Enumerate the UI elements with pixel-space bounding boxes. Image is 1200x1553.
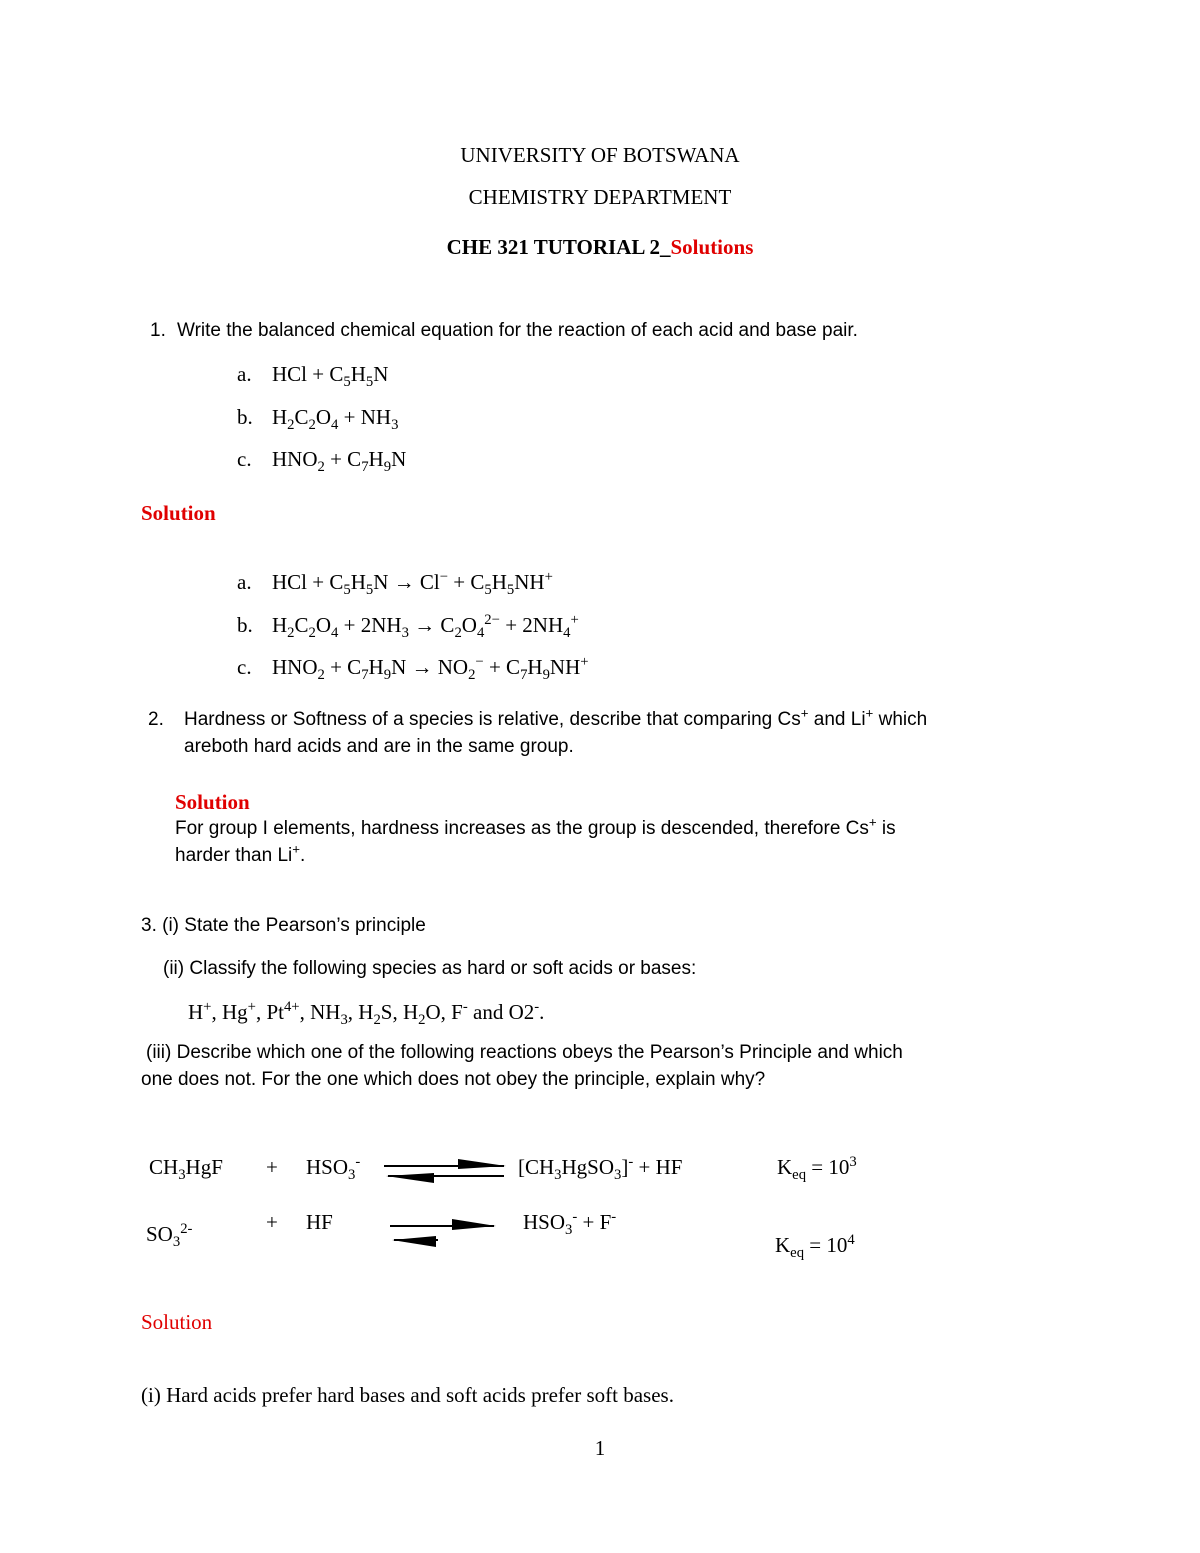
reaction1-plus: +	[266, 1155, 278, 1179]
reaction1-reactant2: $HSO_3^-$	[306, 1154, 361, 1184]
page-title	[0, 235, 1200, 260]
q3-part-i: 3. (i) State the Pearson’s principle	[141, 915, 426, 936]
reaction2-plus: +	[266, 1210, 278, 1234]
reaction1-keq: $K_{eq} = 10^3$	[777, 1154, 857, 1184]
q1-item-a: HCl + $C_5H_5N$	[272, 362, 389, 391]
q2-answer-line1: For group I elements, hardness increases as the group is descended, therefore Cs+ is	[175, 814, 896, 839]
reaction1-reactant1: $CH_3HgF$	[149, 1155, 223, 1184]
q2-number: 2.	[148, 709, 164, 730]
reaction1-products: $[CH_3HgSO_3]^-$ + HF	[518, 1154, 683, 1184]
reaction2-keq: $K_{eq} = 10^4$	[775, 1232, 855, 1262]
reaction2-reactant2: HF	[306, 1210, 333, 1234]
q3-answer-i: (i) Hard acids prefer hard bases and soft acids prefer soft bases.	[141, 1383, 674, 1407]
q1-sol-b: $H_2C_2O_4 + 2NH_3 \to C_2O_4^{2-} + 2NH_4^+$	[272, 612, 579, 642]
university-name: UNIVERSITY OF BOTSWANA	[460, 143, 740, 167]
q3-part-ii: (ii) Classify the following species as hard or soft acids or bases:	[163, 958, 697, 979]
q1-solution-label: Solution	[141, 501, 216, 525]
q3-part-iii-line1: (iii) Describe which one of the following reactions obeys the Pearson’s Principle and which	[146, 1042, 903, 1063]
q1-item-b-label: b.	[237, 405, 253, 429]
q1-item-c-label: c.	[237, 447, 252, 471]
title-solutions: Solutions	[670, 235, 754, 259]
q1-prompt: Write the balanced chemical equation for the reaction of each acid and base pair.	[177, 320, 858, 341]
q2-solution-label: Solution	[175, 790, 250, 814]
q1-item-a-label: a.	[237, 362, 252, 386]
reaction2-products: $HSO_3^- + F^-$	[523, 1209, 617, 1239]
q3-solution-label: Solution	[141, 1310, 213, 1334]
page-number: 1	[594, 1436, 606, 1460]
q1-sol-a: HCl + $C_5H_5N \to Cl^- + C_5H_5NH^+$	[272, 569, 553, 599]
q2-answer-line2: harder than Li+.	[175, 841, 306, 866]
q2-line2: areboth hard acids and are in the same group.	[184, 736, 574, 757]
q1-item-c: $HNO_2 + C_7H_9N$	[272, 447, 407, 476]
equilibrium-arrow-1	[382, 1158, 510, 1184]
q3-species: H+, Hg+, $Pt^{4+}$, $NH_3$, $H_2S$, $H_2O$, F- and O2-.	[188, 999, 545, 1029]
q1-sol-a-label: a.	[237, 570, 252, 594]
q1-sol-c-label: c.	[237, 655, 252, 679]
q1-sol-c: $HNO_2 + C_7H_9N \to NO_2^- + C_7H_9NH^+$	[272, 654, 589, 684]
q1-item-b: $H_2C_2O_4 + NH_3$	[272, 405, 399, 434]
equilibrium-arrow-2	[388, 1218, 500, 1248]
q2-line1: Hardness or Softness of a species is relative, describe that comparing Cs+ and Li+ which	[184, 705, 928, 730]
q1-number: 1.	[150, 320, 166, 341]
reaction2-reactant1: $SO_3^{2-}$	[146, 1221, 193, 1251]
q3-part-iii-line2: one does not. For the one which does not obey the principle, explain why?	[141, 1069, 766, 1090]
title-main: CHE 321 TUTORIAL 2_	[446, 235, 671, 259]
q1-sol-b-label: b.	[237, 613, 253, 637]
department-name: CHEMISTRY DEPARTMENT	[468, 185, 732, 209]
